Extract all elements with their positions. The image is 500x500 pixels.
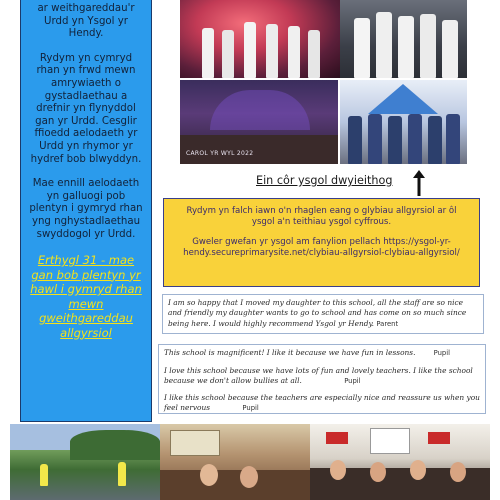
classroom-photo xyxy=(160,424,310,500)
choir-link[interactable]: Ein côr ysgol dwyieithog xyxy=(256,174,393,187)
urdd-membership-text: Mae ennill aelodaeth yn galluogi pob plentyn i gymryd rhan yng nghystadlaethau swyddogol yr Urdd. xyxy=(29,178,143,240)
article-31-quote: Erthygl 31 - mae gan bob plentyn yr hawl i gymryd rhan mewn gweithgareddau allgyrsiol xyxy=(30,253,142,340)
parent-testimonial-box xyxy=(162,294,484,334)
pupil-testimonials-box xyxy=(158,344,486,414)
school-hall-photo xyxy=(310,424,490,500)
testimonial-role: Pupil xyxy=(433,349,450,357)
urdd-intro-text: ar weithgareddau'r Urdd yn Ysgol yr Hendy. xyxy=(37,3,135,40)
playground-photo xyxy=(10,424,160,500)
class-group-photo xyxy=(340,80,467,164)
testimonial-role: Parent xyxy=(376,319,399,328)
testimonial-role: Pupil xyxy=(344,377,361,386)
testimonial-text: I like this school because the teachers are especially nice and reassure us when you feel nervous xyxy=(164,392,480,412)
testimonial-text: I love this school because we have lots of fun and lovely teachers. I like the school because we don't allow bullies at all. xyxy=(164,366,473,386)
testimonial-role: Pupil xyxy=(242,403,259,412)
clubs-info-text: Rydym yn falch iawn o'n rhaglen eang o glybiau allgyrsiol ar ôl ysgol a'n teithiau ysgol cyffrous. xyxy=(186,206,457,227)
arrow-up-icon xyxy=(412,170,426,196)
clubs-info-box xyxy=(163,198,480,287)
testimonial-item xyxy=(164,348,480,358)
testimonial-item xyxy=(164,366,480,386)
urdd-competitions-text: Rydym yn cymryd rhan yn frwd mewn amrywiaeth o gystadlaethau a drefnir yn flynyddol gan yr Urdd. Cesglir ffioedd aelodaeth yr Urdd yn rhymor yr hydref bob blwyddyn. xyxy=(30,52,142,165)
pupils-group-photo xyxy=(340,0,467,78)
choir-stage-photo xyxy=(180,0,340,78)
testimonial-text: I am so happy that I moved my daughter to this school, all the staff are so nice and friendly my daughter wants to go to school and has come on so much since being here. I would highly recommend Ysgol yr Hendy. xyxy=(168,298,467,328)
carol-photo-caption: CAROL YR WYL 2022 xyxy=(186,150,254,157)
testimonial-text: This school is magnificent! I like it because we have fun in lessons. xyxy=(164,348,416,357)
clubs-website-text: Gweler gwefan yr ysgol am fanylion pellach https://ysgol-yr-hendy.secureprimarysite.net/clybiau-allgyrsiol-clybiau-allgyrsiol/ xyxy=(183,237,460,258)
testimonial-item xyxy=(164,393,480,413)
urdd-info-panel xyxy=(20,0,152,422)
